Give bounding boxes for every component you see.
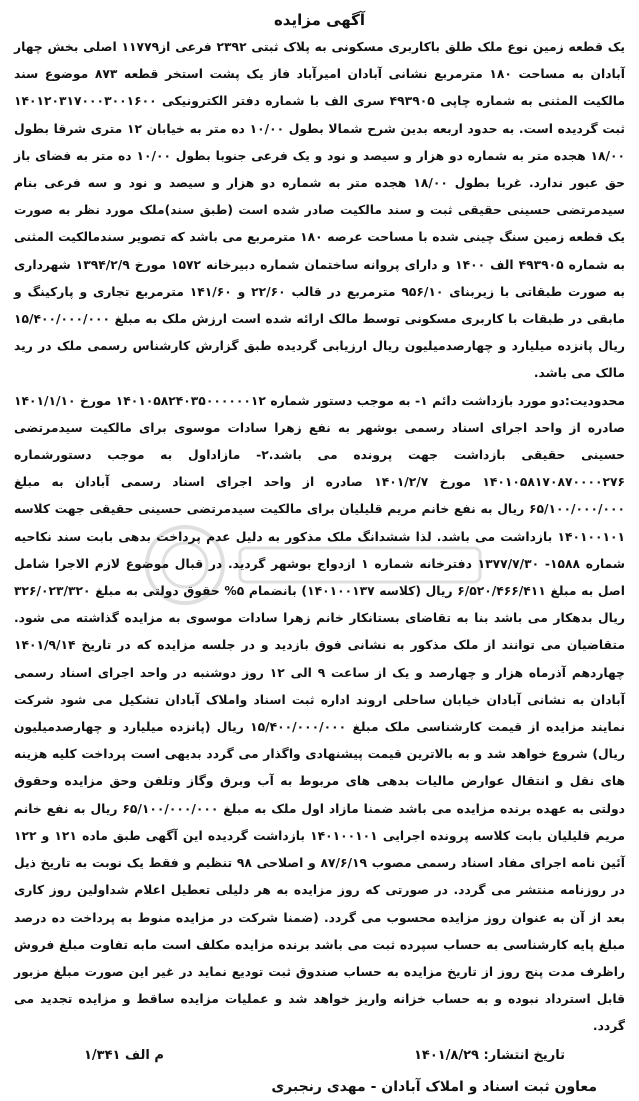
- notice-title: آگهی مزایده: [273, 11, 366, 29]
- publish-date: تاریخ انتشار: ۱۴۰۱/۸/۲۹: [413, 1047, 565, 1063]
- signature-line: معاون ثبت اسناد و املاک آبادان - مهدی رنجبری: [271, 1078, 597, 1095]
- reference-number: م الف ۱/۳۴۱: [84, 1047, 164, 1063]
- notice-paragraph-property: یک قطعه زمین نوع ملک طلق باکاربری مسکونی به پلاک ثبتی ۲۳۹۲ فرعی از۱۱۷۷۹ اصلی بخش چهار آبادان به مساحت ۱۸۰ مترمربع نشانی آبادان امیرآباد فاز یک پشت استخر قطعه ۸۷۳ موضوع سند مالکیت المثنی به شماره چاپی ۴۹۳۹۰۵ سری الف با شماره دفتر الکترونیکی ۱۴۰۱۲۰۳۱۷۰۰۰۳۰۰۱۶۰۰ ثبت گردیده است. به حدود اربعه بدین شرح شمالا بطول ۱۰/۰۰ ده متر به خیابان ۱۲ متری شرقا بطول ۱۸/۰۰ هجده متر به شماره دو هزار و سیصد و نود و یک فرعی جنوبا بطول ۱۰/۰۰ ده متر به فضای باز حق عبور ندارد. غربا بطول ۱۸/۰۰ هجده متر به شماره دو هزار و سیصد و نود و سه فرعی بنام سیدمرتضی حسینی حقیقی ثبت و سند مالکیت صادر شده است (طبق سند)ملک مورد نظر به صورت یک قطعه زمین سنگ چینی شده با مساحت عرصه ۱۸۰ مترمربع می باشد که تصویر سندمالکیت المثنی به شماره ۴۹۳۹۰۵ الف ۱۴۰۰ و دارای پروانه ساختمان شماره دبیرخانه ۱۵۷۲ مورخ ۱۳۹۴/۲/۹ شهرداری به صورت طبقاتی با زیربنای ۹۵۶/۱۰ مترمربع در قالب ۲۲/۶۰ و ۱۴۱/۶۰ مترمربع تجاری و پارکینگ و مابقی در طبقات با کاربری مسکونی توسط مالک ارائه شده است ارزش ملک به مبلغ ۱۵/۴۰۰/۰۰۰/۰۰۰ ریال پانزده میلیارد و چهارصدمیلیون ریال ارزیابی گردیده طبق گزارش کارشناس رسمی ملک در رید مالک می باشد.: [14, 40, 626, 381]
- notice-footer: [14, 1043, 625, 1069]
- notice-paragraph-restrictions: محدودیت:دو مورد بازداشت دائم ۱- به موجب دستور شماره ۱۴۰۱۰۵۸۲۴۰۳۵۰۰۰۰۰۰۱۲ مورخ ۱۴۰۱/۱/۱۰ صادره از واحد اجرای اسناد رسمی بوشهر به نفع زهرا سادات موسوی برای مالکیت سیدمرتضی حسینی حقیقی بازداشت جهت پرونده می باشد.۲- مازاداول به موجب دستورشماره ۱۴۰۱۰۵۸۱۷۰۸۷۰۰۰۰۲۷۶ مورخ ۱۴۰۱/۲/۷ صادره از واحد اجرای اسناد رسمی آبادان به مبلغ ۶۵/۱۰۰/۰۰۰/۰۰۰ ریال به نفع خانم مریم قلیلیان برای مالکیت سیدمرتضی حسینی حقیقی جهت کلاسه ۱۴۰۱۰۰۱۰۱ بازداشت می باشد. لذا ششدانگ ملک مذکور به دلیل عدم پرداخت بدهی بابت سند نکاحیه شماره ۱۵۸۸- ۱۳۷۷/۷/۳۰ دفترخانه شماره ۱ ازدواج بوشهر گردید. در قبال موضوع لازم الاجرا شامل اصل به مبلغ ۶/۵۲۰/۴۶۶/۴۱۱ ریال (کلاسه ۱۴۰۱۰۰۱۳۷) بانضمام ۵% حقوق دولتی به مبلغ ۳۲۶/۰۲۳/۳۲۰ ریال بدهکار می باشد بنا به تقاضای بستانکار خانم زهرا سادات موسوی به مزایده گذاشته می شود. متقاضیان می توانند از ملک مذکور به نشانی فوق بازدید و در جلسه مزایده که در تاریخ ۱۴۰۱/۹/۱۴ چهاردهم آذرماه هزار و چهارصد و یک از ساعت ۹ الی ۱۲ روز دوشنبه در واحد اجرای اسناد رسمی آبادان به نشانی آبادان خیابان ساحلی اروند اداره ثبت اسناد واملاک آبادان تشکیل می شود شرکت نمایند مزایده از قیمت کارشناسی ملک مبلغ ۱۵/۴۰۰/۰۰۰/۰۰۰ ریال (پانزده میلیارد و چهارصدمیلیون ریال) شروع خواهد شد و به بالاترین قیمت پیشنهادی واگذار می گردد بدیهی است پرداخت کلیه هزینه های نقل و انتقال عوارض مالیات بدهی های مربوط به آب وبرق وگاز وتلفن وحق مزایده وحقوق دولتی به عهده برنده مزایده می باشد ضمنا مازاد اول ملک به مبلغ ۶۵/۱۰۰/۰۰۰/۰۰۰ ریال به نفع خانم مریم قلیلیان بابت کلاسه پرونده اجرایی ۱۴۰۱۰۰۱۰۱ بازداشت گردیده این آگهی طبق ماده ۱۲۱ و ۱۲۲ آئین نامه اجرای مفاد اسناد رسمی مصوب ۸۷/۶/۱۹ و اصلاحی ۹۸ تنظیم و فقط یک نوبت به تاریخ ذیل در روزنامه منتشر می گردد. در صورتی که روز مزایده به هر دلیلی تعطیل اعلام شداولین روز کاری بعد از آن به عنوان روز مزایده محسوب می گردد. (ضمنا شرکت در مزایده منوط به پرداخت ده درصد مبلغ پایه کارشناسی به حساب سپرده ثبت می باشد برنده مزایده مکلف است مابه تفاوت مبلغ فروش راظرف مدت پنج روز از تاریخ مزایده به حساب صندوق ثبت تودیع نماید در غیر این صورت مبلغ مزبور قابل استرداد نبوده و به حساب خزانه واریز خواهد شد و عملیات مزایده ساقط و مزایده تجدید می گردد.: [14, 393, 626, 1034]
